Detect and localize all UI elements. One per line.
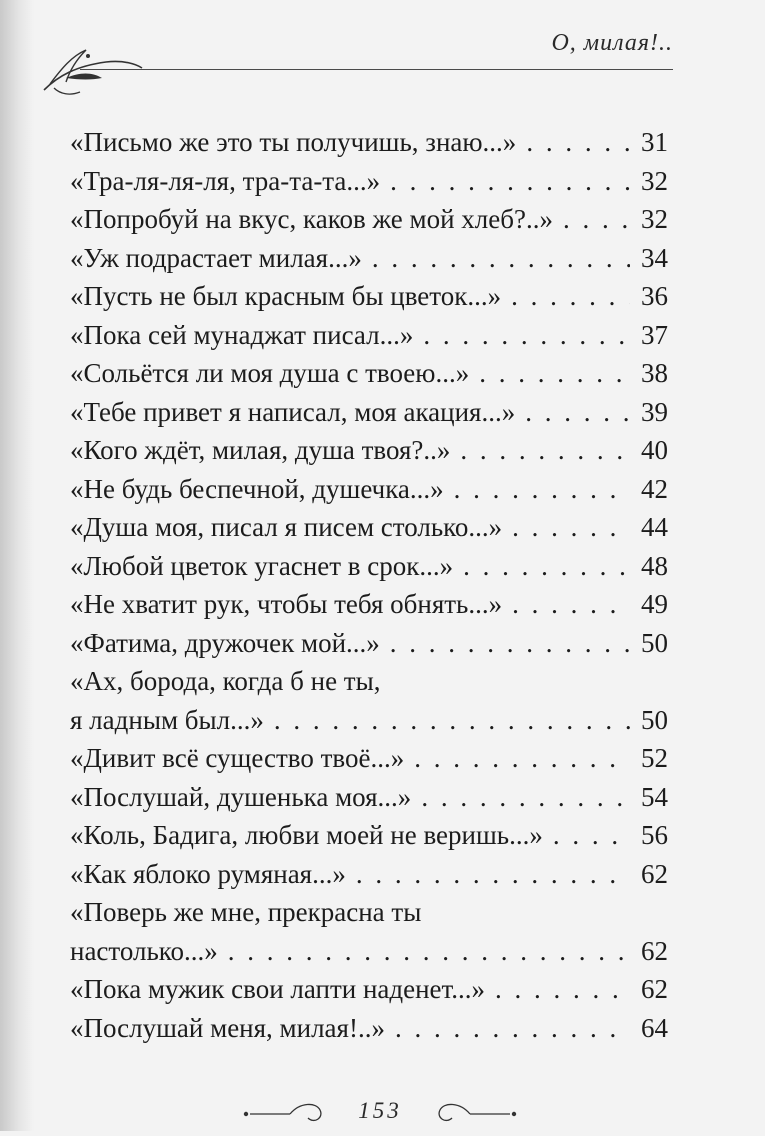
toc-entry-title: «Послушай, душенька моя...» (70, 781, 412, 812)
toc-entry (70, 970, 668, 1009)
dot-leader (463, 547, 630, 586)
dot-leader (390, 162, 630, 201)
toc-entry-title: «Как яблоко румяная...» (70, 858, 346, 889)
toc-entry (70, 316, 668, 355)
toc-entry-page: 36 (641, 281, 668, 311)
toc-entry (70, 162, 668, 201)
toc-entry (70, 431, 668, 470)
toc-entry (70, 585, 668, 624)
dot-leader (512, 508, 630, 547)
toc-entry-title: «Тра-ля-ля-ля, тра-та-та...» (70, 165, 381, 196)
toc-entry (70, 393, 668, 432)
toc-entry (70, 816, 668, 855)
toc-entry-title: настолько...» (70, 935, 218, 966)
toc-entry-title: «Не хватит рук, чтобы тебя обнять...» (70, 589, 503, 619)
toc-entry-page: 52 (641, 743, 668, 773)
toc-entry-title: «Пока сей мунаджат писал...» (70, 319, 414, 350)
dot-leader (372, 239, 630, 278)
toc-entry (70, 277, 668, 316)
toc-entry-title-line1: «Ах, борода, когда б не ты, (70, 666, 381, 696)
page-footer (230, 1096, 530, 1136)
dot-leader (421, 778, 630, 817)
toc-entry (70, 778, 668, 817)
toc-entry-page: 32 (641, 204, 668, 234)
toc-entry (70, 547, 668, 586)
toc-entry-title: «Попробуй на вкус, каков же мой хлеб?..» (70, 204, 553, 234)
toc-entry-title-line1: «Поверь же мне, прекрасна ты (70, 897, 422, 927)
toc-entry-title: «Дивит всё существо твоё...» (70, 743, 405, 773)
toc-entry-title: «Письмо же это ты получишь, знаю...» (70, 127, 517, 157)
dot-leader (395, 1009, 630, 1048)
toc-entry-page: 49 (641, 589, 668, 619)
toc-entry-page: 50 (641, 704, 668, 735)
toc-entry-page: 34 (641, 242, 668, 273)
toc-entry-title: «Не будь беспечной, душечка...» (70, 473, 444, 504)
dot-leader (356, 855, 630, 894)
dot-leader (479, 354, 630, 393)
toc-entry-title: «Пока мужик свои лапти наденет...» (70, 974, 486, 1004)
toc-entry-title: я ладным был...» (70, 704, 264, 735)
toc-entry-page: 31 (641, 127, 668, 157)
toc-entry (70, 200, 668, 239)
toc-entry-page: 48 (641, 550, 668, 581)
dot-leader (423, 316, 630, 355)
toc-entry-title: «Коль, Бадига, любви моей не веришь...» (70, 820, 543, 850)
dot-leader (512, 585, 630, 624)
toc-entry (70, 508, 668, 547)
toc-entry-page: 62 (641, 935, 668, 966)
toc-entry-title: «Пусть не был красным бы цветок...» (70, 281, 502, 311)
toc-entry-page: 64 (641, 1012, 668, 1043)
toc-entry-page: 40 (641, 435, 668, 465)
toc-entry (70, 624, 668, 663)
toc-entry-title: «Послушай меня, милая!..» (70, 1012, 385, 1043)
corner-ornament-icon (36, 38, 146, 98)
toc-entry (70, 739, 668, 778)
toc-entry (70, 1009, 668, 1048)
toc-entry-page: 37 (641, 319, 668, 350)
toc-entry-page: 54 (641, 781, 668, 812)
toc-entry (70, 354, 668, 393)
toc-entry-page: 56 (641, 820, 668, 850)
toc-entry (70, 701, 668, 740)
toc-entry-title: «Любой цветок угаснет в срок...» (70, 550, 454, 581)
toc-entry-title: «Кого ждёт, милая, душа твоя?..» (70, 435, 451, 465)
toc-entry-page: 50 (641, 627, 668, 658)
toc-entry (70, 932, 668, 971)
toc-entry-page: 44 (641, 512, 668, 542)
toc-entry-page: 42 (641, 473, 668, 504)
toc-entry (70, 123, 668, 162)
dot-leader (526, 123, 630, 162)
toc-entry-title: «Фатима, дружочек мой...» (70, 627, 380, 658)
header-rule (80, 69, 673, 70)
toc-entry-page: 32 (641, 165, 668, 196)
dot-leader (563, 200, 630, 239)
page-gutter-shadow (0, 0, 34, 1131)
toc-entry-page: 62 (641, 974, 668, 1004)
dot-leader (390, 624, 630, 663)
dot-leader (414, 739, 630, 778)
toc-entry-page: 38 (641, 358, 668, 388)
dot-leader (274, 701, 630, 740)
page-number: 153 (358, 1098, 402, 1123)
toc-entry (70, 470, 668, 509)
dot-leader (511, 277, 630, 316)
toc-entry-page: 39 (641, 396, 668, 427)
running-title: О, милая!.. (551, 30, 673, 56)
dot-leader (228, 932, 630, 971)
toc-entry-title: «Душа моя, писал я писем столько...» (70, 512, 503, 542)
toc-entry-title: «Сольётся ли моя душа с твоею...» (70, 358, 470, 388)
toc-entry (70, 239, 668, 278)
dot-leader (460, 431, 630, 470)
toc-entry-title: «Тебе привет я написал, моя акация...» (70, 396, 516, 427)
toc-entry (70, 855, 668, 894)
toc-entry-page: 62 (641, 858, 668, 889)
dot-leader (454, 470, 630, 509)
table-of-contents (70, 123, 668, 1047)
dot-leader (525, 393, 630, 432)
toc-entry-title: «Уж подрастает милая...» (70, 242, 362, 273)
dot-leader (553, 816, 630, 855)
dot-leader (495, 970, 630, 1009)
